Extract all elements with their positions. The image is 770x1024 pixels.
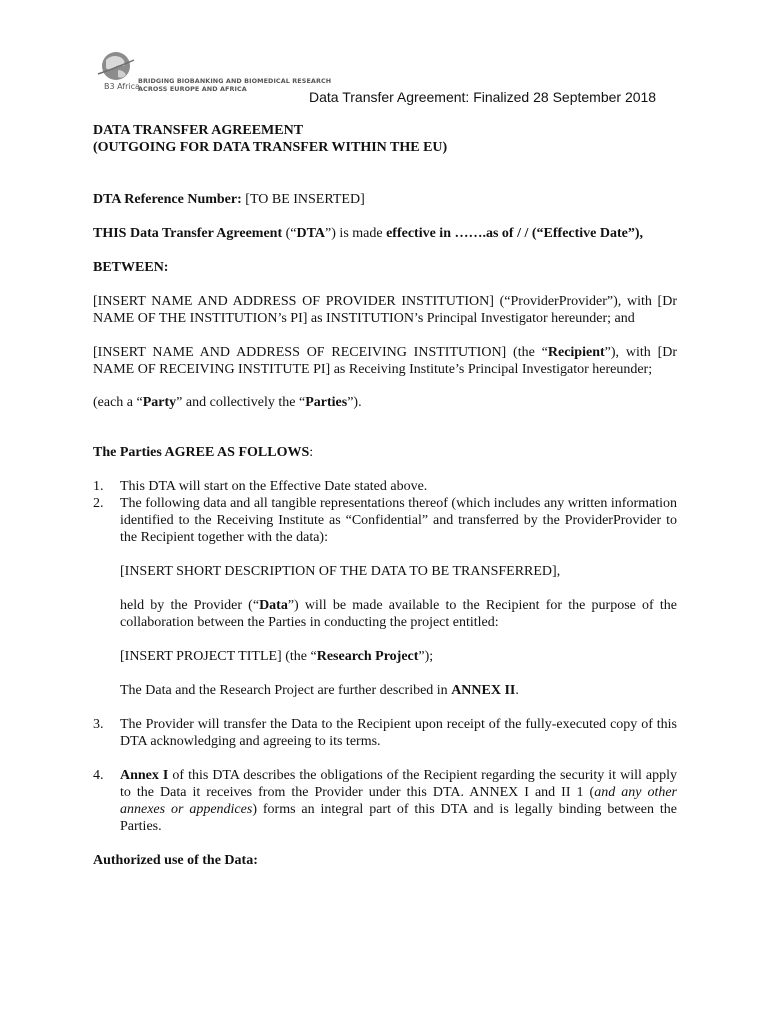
intro-agreement: THIS Data Transfer Agreement bbox=[93, 226, 283, 241]
research-project-term: Research Project bbox=[316, 649, 419, 664]
clause-number: 3. bbox=[93, 717, 104, 732]
clause-4-text-1: of this DTA describes the obligations of the Recipient regarding the security it will apply to the Data it receives from the Provider under this DTA. ANNEX I and II 1 ( bbox=[120, 768, 677, 800]
clause-3 bbox=[93, 716, 677, 750]
clause-1 bbox=[93, 478, 677, 495]
document-header: Data Transfer Agreement: Finalized 28 September 2018 bbox=[309, 89, 657, 105]
clause-4-italic: and any other annexes or appendices bbox=[120, 785, 678, 817]
document-title bbox=[93, 122, 677, 156]
document-body bbox=[93, 122, 677, 869]
intro-dta: DTA bbox=[296, 226, 326, 241]
annex-ii-term: ANNEX II bbox=[451, 683, 516, 698]
party-provider: [INSERT NAME AND ADDRESS OF PROVIDER INSTITUTION] (“ProviderProvider”), with [Dr NAME OF THE INSTITUTION’s PI] as INSTITUTION’s Principal Investigator hereunder; and bbox=[93, 294, 677, 326]
reference-value: [TO BE INSERTED] bbox=[245, 192, 365, 207]
clause-text: This DTA will start on the Effective Date stated above. bbox=[120, 479, 428, 494]
clause-number: 2. bbox=[93, 496, 104, 511]
between-heading: BETWEEN: bbox=[93, 260, 169, 275]
party-recipient bbox=[93, 344, 677, 378]
parties-text-3: ”). bbox=[347, 395, 362, 410]
recipient-term: Recipient bbox=[547, 345, 605, 360]
data-term: Data bbox=[259, 598, 288, 613]
clause-number: 1. bbox=[93, 479, 104, 494]
recipient-text-2: ”), with [Dr NAME OF RECEIVING INSTITUTE PI] as Receiving Institute’s Principal Investigator hereunder; bbox=[93, 345, 678, 377]
reference-number bbox=[93, 191, 677, 208]
logo-tagline bbox=[138, 77, 331, 93]
authorized-use-heading: Authorized use of the Data: bbox=[93, 853, 258, 868]
held-by-provider bbox=[120, 597, 677, 631]
agree-colon: : bbox=[309, 445, 314, 460]
clause-list bbox=[93, 478, 677, 835]
project-title bbox=[120, 648, 677, 665]
intro-effective-date: effective in …….as of / / (“Effective Date”), bbox=[386, 226, 644, 241]
clause-4 bbox=[93, 767, 677, 835]
intro-text-1: (“ bbox=[282, 226, 297, 241]
intro-paragraph bbox=[93, 225, 677, 242]
agree-heading bbox=[93, 444, 677, 461]
annex-reference bbox=[120, 682, 677, 699]
clause-text: The following data and all tangible representations thereof (which includes any written information identified to the Receiving Institute as “Confidential” and transferred by the ProviderProvider to the Recipient together with the data): bbox=[120, 496, 677, 545]
parties-text-2: ” and collectively the “ bbox=[176, 395, 306, 410]
clause-text bbox=[120, 767, 677, 835]
annex-text-2: . bbox=[515, 683, 519, 698]
clause-4-text-2: ) forms an integral part of this DTA and is legally binding between the Parties. bbox=[120, 802, 677, 834]
logo-tagline-line1: BRIDGING BIOBANKING AND BIOMEDICAL RESEARCH bbox=[138, 77, 332, 85]
data-description: [INSERT SHORT DESCRIPTION OF THE DATA TO BE TRANSFERRED], bbox=[120, 564, 561, 579]
project-text-2: ”); bbox=[418, 649, 434, 664]
title-line1: DATA TRANSFER AGREEMENT bbox=[93, 123, 304, 138]
held-text-2: ”) will be made available to the Recipient for the purpose of the collaboration between the Parties in conducting the project entitled: bbox=[120, 598, 677, 630]
held-text-1: held by the Provider (“ bbox=[120, 598, 260, 613]
b3africa-logo bbox=[96, 48, 332, 100]
parties-definition bbox=[93, 394, 677, 411]
parties-text-1: (each a “ bbox=[93, 395, 143, 410]
clause-number: 4. bbox=[93, 768, 104, 783]
annex-i-term: Annex I bbox=[120, 768, 169, 783]
intro-text-2: ”) is made bbox=[325, 226, 387, 241]
party-term: Party bbox=[142, 395, 177, 410]
recipient-text-1: [INSERT NAME AND ADDRESS OF RECEIVING INSTITUTION] (the “ bbox=[93, 345, 548, 360]
logo-tagline-line2: ACROSS EUROPE AND AFRICA bbox=[138, 85, 247, 93]
agree-label: The Parties AGREE AS FOLLOWS bbox=[93, 445, 310, 460]
project-text-1: [INSERT PROJECT TITLE] (the “ bbox=[120, 649, 317, 664]
reference-label: DTA Reference Number: bbox=[93, 192, 242, 207]
logo-mark: B3 Africa bbox=[104, 82, 140, 91]
clause-2 bbox=[93, 495, 677, 699]
clause-text: The Provider will transfer the Data to the Recipient upon receipt of the fully-executed copy of this DTA acknowledging and agreeing to its terms. bbox=[120, 717, 677, 749]
parties-term: Parties bbox=[305, 395, 348, 410]
title-line2: (OUTGOING FOR DATA TRANSFER WITHIN THE EU) bbox=[93, 140, 448, 155]
annex-text-1: The Data and the Research Project are further described in bbox=[120, 683, 452, 698]
